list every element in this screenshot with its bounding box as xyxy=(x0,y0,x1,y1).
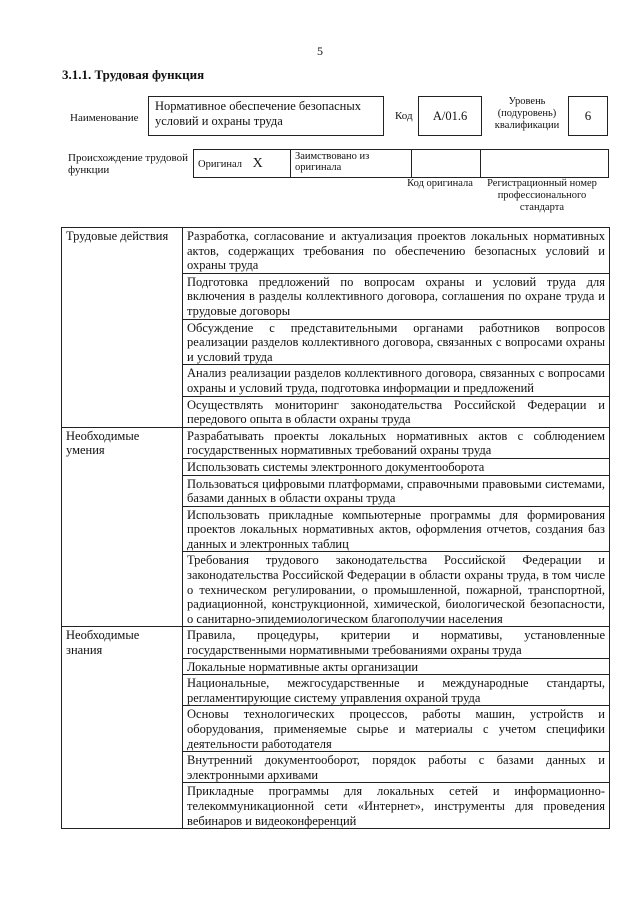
list-item: Обсуждение с представительными органами работников вопросов реализации разделов коллективного договора, связанных с вопросами охраны и условий труда xyxy=(183,319,610,365)
list-item: Локальные нормативные акты организации xyxy=(183,658,610,675)
section-title: 3.1.1. Трудовая функция xyxy=(62,67,205,82)
list-item: Использовать системы электронного документооборота xyxy=(183,458,610,475)
list-item: Правила, процедуры, критерии и нормативы, установленные государственными нормативными требованиями охраны труда xyxy=(183,627,610,658)
function-details-table xyxy=(61,227,610,829)
registration-number-caption: Регистрационный номер профессионального стандарта xyxy=(487,178,597,213)
function-name-box: Нормативное обеспечение безопасных условий и охраны труда xyxy=(148,96,384,136)
list-item: Разработка, согласование и актуализация проектов локальных нормативных актов, содержащих требования по обеспечению безопасных условий и охраны труда xyxy=(183,228,610,274)
registration-number-cell xyxy=(481,150,609,178)
table-row xyxy=(62,627,610,658)
original-code-cell xyxy=(412,150,481,178)
original-label: Оригинал xyxy=(198,158,242,170)
list-item: Использовать прикладные компьютерные программы для формирования проектов локальных нормативных актов, оформления отчетов, создания баз данных и электронных таблиц xyxy=(183,506,610,552)
group-title-required-knowledge: Необходимые знания xyxy=(62,627,183,829)
table-row xyxy=(62,228,610,274)
original-mark: X xyxy=(252,155,263,171)
group-title-labor-actions: Трудовые действия xyxy=(62,228,183,428)
list-item: Подготовка предложений по вопросам охраны и условий труда для включения в разделы коллективного договора, соглашения по охране труда и трудовые договоры xyxy=(183,273,610,319)
list-item: Разрабатывать проекты локальных нормативных актов с соблюдением государственных нормативных требований охраны труда xyxy=(183,427,610,458)
original-cell xyxy=(194,150,291,178)
name-label: Наименование xyxy=(70,112,139,124)
list-item: Требования трудового законодательства Российской Федерации и законодательства Российской Федерации в области охраны труда, в том числе о техническом регулировании, о промышленной, пожарной, транспортной, радиационной, конструкционной, химической, биологической безопасности, о санитарно-эпидемиологическом благополучии населения xyxy=(183,552,610,627)
list-item: Прикладные программы для локальных сетей и информационно-телекоммуникационной сети «Интернет», инструменты для проведения вебинаров и видеоконференций xyxy=(183,783,610,829)
code-box: A/01.6 xyxy=(418,96,482,136)
group-title-required-skills: Необходимые умения xyxy=(62,427,183,627)
original-code-caption: Код оригинала xyxy=(407,178,473,189)
level-box: 6 xyxy=(568,96,608,136)
page-number: 5 xyxy=(317,44,323,58)
list-item: Основы технологических процессов, работы машин, устройств и оборудования, применяемые сырье и материалы с учетом специфики деятельности работодателя xyxy=(183,706,610,752)
list-item: Анализ реализации разделов коллективного договора, связанных с вопросами охраны и условий труда, подготовка информации и предложений xyxy=(183,365,610,396)
origin-table xyxy=(193,149,609,178)
list-item: Национальные, межгосударственные и международные стандарты, регламентирующие систему управления охраной труда xyxy=(183,675,610,706)
table-row xyxy=(62,427,610,458)
borrowed-cell: Заимствовано из оригинала xyxy=(291,150,412,178)
list-item: Внутренний документооборот, порядок работы с базами данных и электронными архивами xyxy=(183,752,610,783)
origin-label: Происхождение трудовой функции xyxy=(68,152,189,176)
list-item: Пользоваться цифровыми платформами, справочными правовыми системами, базами данных в области охраны труда xyxy=(183,475,610,506)
code-label: Код xyxy=(395,110,413,122)
level-label: Уровень (подуровень) квалификации xyxy=(494,96,560,131)
list-item: Осуществлять мониторинг законодательства Российской Федерации и передового опыта в области охраны труда xyxy=(183,396,610,427)
